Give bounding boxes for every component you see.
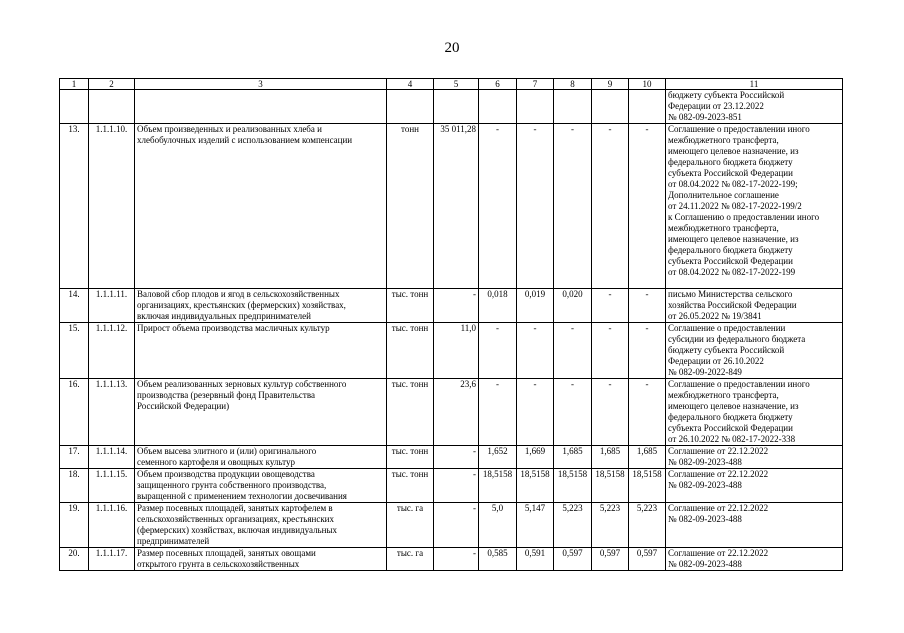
value: 5,223 [554,503,592,548]
basis-cell: Соглашение от 22.12.2022 № 082-09-2023-488 [666,548,843,571]
col-header: 4 [387,79,434,90]
value: - [517,124,554,289]
value: - [629,289,666,323]
unit: тыс. тонн [387,379,434,446]
table-row [60,548,843,571]
row-number: 19. [60,503,89,548]
value: - [434,548,479,571]
indicator-name: Размер посевных площадей, занятых овощами открытого грунта в сельскохозяйственных [135,548,387,571]
value: 0,597 [629,548,666,571]
indicator-name: Размер посевных площадей, занятых картофелем в сельскохозяйственных организациях, крестьянских (фермерских) хозяйствах, включая индивидуальных предпринимателей [135,503,387,548]
value: 5,223 [629,503,666,548]
basis-cell: бюджету субъекта Российской Федерации от 23.12.2022 № 082-09-2023-851 [666,90,843,124]
table-row [60,379,843,446]
col-header: 11 [666,79,843,90]
header-row [60,79,843,90]
unit: тыс. га [387,548,434,571]
page-number: 20 [444,40,460,56]
row-code: 1.1.1.11. [89,289,135,323]
col-header: 2 [89,79,135,90]
value: 5,147 [517,503,554,548]
table-cell [554,90,592,124]
value: 18,5158 [629,469,666,503]
value: - [592,323,629,379]
continuation-row [60,90,843,124]
value: 1,652 [479,446,517,469]
value: 0,019 [517,289,554,323]
row-number: 20. [60,548,89,571]
value: 18,5158 [554,469,592,503]
table-row [60,469,843,503]
value: - [592,289,629,323]
table-cell [387,90,434,124]
basis-cell: Соглашение от 22.12.2022 № 082-09-2023-488 [666,503,843,548]
row-code: 1.1.1.17. [89,548,135,571]
value: 35 011,28 [434,124,479,289]
col-header: 10 [629,79,666,90]
table-cell [629,90,666,124]
unit: тонн [387,124,434,289]
value: 0,597 [554,548,592,571]
value: - [434,469,479,503]
basis-cell: Соглашение о предоставлении иного межбюджетного трансферта, имеющего целевое назначение, из федерального бюджета бюджету субъекта Российской Федерации от 26.10.2022 № 082-17-2022-338 [666,379,843,446]
unit: тыс. га [387,503,434,548]
indicator-name: Прирост объема производства масличных культур [135,323,387,379]
table-cell [434,90,479,124]
value: - [434,289,479,323]
table-row [60,503,843,548]
unit: тыс. тонн [387,323,434,379]
row-code: 1.1.1.10. [89,124,135,289]
value: - [479,379,517,446]
value: 5,0 [479,503,517,548]
value: 11,0 [434,323,479,379]
col-header: 3 [135,79,387,90]
table-cell [135,90,387,124]
table-row [60,446,843,469]
value: 18,5158 [517,469,554,503]
row-code: 1.1.1.14. [89,446,135,469]
value: - [592,379,629,446]
table-row [60,289,843,323]
value: - [592,124,629,289]
unit: тыс. тонн [387,289,434,323]
col-header: 9 [592,79,629,90]
row-number: 13. [60,124,89,289]
row-code: 1.1.1.15. [89,469,135,503]
value: 18,5158 [592,469,629,503]
table-cell [517,90,554,124]
value: 1,685 [554,446,592,469]
value: - [629,379,666,446]
value: - [434,446,479,469]
row-code: 1.1.1.12. [89,323,135,379]
table-cell [479,90,517,124]
value: - [554,323,592,379]
row-number: 15. [60,323,89,379]
col-header: 8 [554,79,592,90]
row-number: 18. [60,469,89,503]
value: - [629,124,666,289]
value: - [517,379,554,446]
table-row [60,124,843,289]
indicator-name: Объем реализованных зерновых культур собственного производства (резервный фонд Правительства Российской Федерации) [135,379,387,446]
row-code: 1.1.1.13. [89,379,135,446]
basis-cell: Соглашение от 22.12.2022 № 082-09-2023-488 [666,469,843,503]
unit: тыс. тонн [387,469,434,503]
unit: тыс. тонн [387,446,434,469]
basis-cell: Соглашение от 22.12.2022 № 082-09-2023-488 [666,446,843,469]
col-header: 6 [479,79,517,90]
value: 1,669 [517,446,554,469]
row-code: 1.1.1.16. [89,503,135,548]
basis-cell: письмо Министерства сельского хозяйства Российской Федерации от 26.05.2022 № 19/3841 [666,289,843,323]
indicators-table [59,78,843,571]
col-header: 1 [60,79,89,90]
value: - [434,503,479,548]
value: 23,6 [434,379,479,446]
indicator-name: Валовой сбор плодов и ягод в сельскохозяйственных организациях, крестьянских (фермерских) хозяйствах, включая индивидуальных предпринимателей [135,289,387,323]
value: 0,591 [517,548,554,571]
indicator-name: Объем произведенных и реализованных хлеба и хлебобулочных изделий с использованием компенсации [135,124,387,289]
value: 0,018 [479,289,517,323]
value: 1,685 [629,446,666,469]
value: 1,685 [592,446,629,469]
value: - [517,323,554,379]
indicator-name: Объем производства продукции овощеводства защищенного грунта собственного производства, выращенной с применением технологии досвечивания [135,469,387,503]
row-number: 14. [60,289,89,323]
table-cell [89,90,135,124]
value: - [554,379,592,446]
value: 0,020 [554,289,592,323]
value: 5,223 [592,503,629,548]
indicator-name: Объем высева элитного и (или) оригинального семенного картофеля и овощных культур [135,446,387,469]
basis-cell: Соглашение о предоставлении иного межбюджетного трансферта, имеющего целевое назначение, из федерального бюджета бюджету субъекта Российской Федерации от 08.04.2022 № 082-17-2022-199; Дополнительное соглашение от 24.11.2022 № 082-17-2022-199/2 к Соглашению о предоставлении иного межбюджетного трансферта, имеющего целевое назначение, из федерального бюджета бюджету субъекта Российской Федерации от 08.04.2022 № 082-17-2022-199 [666,124,843,289]
row-number: 17. [60,446,89,469]
table-cell [592,90,629,124]
value: - [554,124,592,289]
basis-cell: Соглашение о предоставлении субсидии из федерального бюджета бюджету субъекта Российской Федерации от 26.10.2022 № 082-09-2022-849 [666,323,843,379]
value: - [479,323,517,379]
value: - [479,124,517,289]
row-number: 16. [60,379,89,446]
value: 0,585 [479,548,517,571]
value: 18,5158 [479,469,517,503]
value: 0,597 [592,548,629,571]
table-row [60,323,843,379]
col-header: 5 [434,79,479,90]
value: - [629,323,666,379]
col-header: 7 [517,79,554,90]
table-cell [60,90,89,124]
